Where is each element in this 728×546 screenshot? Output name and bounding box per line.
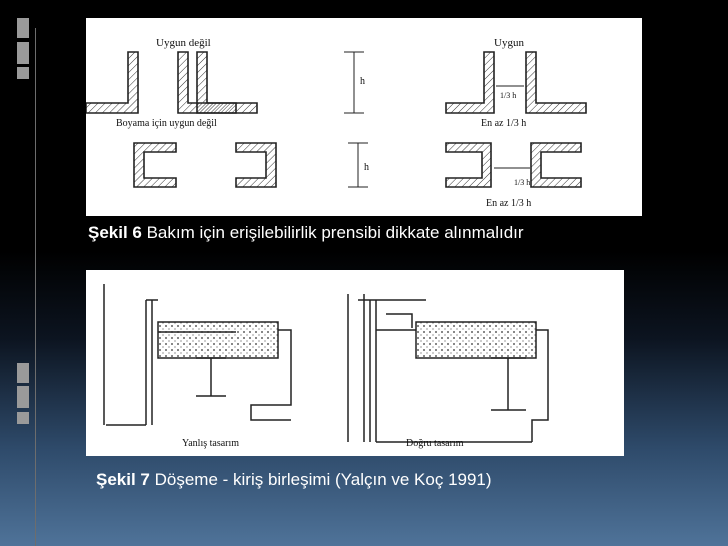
label-min-third-bottom: En az 1/3 h	[486, 198, 532, 209]
label-h-bottom: h	[364, 162, 369, 173]
decorative-vertical-line	[35, 28, 36, 546]
side-bar-segment	[17, 18, 29, 38]
figure-7-caption-number: Şekil 7	[96, 470, 150, 489]
side-bar-segment	[17, 67, 29, 79]
side-bar-segment	[17, 386, 29, 408]
label-suitable: Uygun	[494, 37, 524, 49]
side-bar-segment	[17, 363, 29, 383]
label-wrong-design: Yanlış tasarım	[182, 438, 240, 449]
side-bar-segment	[17, 42, 29, 64]
figure-7-caption-text: Döşeme - kiriş birleşimi (Yalçın ve Koç 1991)	[149, 470, 492, 489]
figure-6-drawing	[86, 18, 642, 216]
label-not-suitable: Uygun değil	[156, 37, 211, 49]
label-third-bottom: 1/3 h	[514, 178, 531, 187]
figure-6-caption-text: Bakım için erişilebilirlik prensibi dikkate alınmalıdır	[141, 223, 524, 242]
label-h-top: h	[360, 76, 365, 87]
label-right-design: Doğru tasarım	[406, 438, 464, 449]
figure-7-drawing	[86, 270, 624, 456]
side-bar-segment	[17, 412, 29, 424]
figure-6-caption-number: Şekil 6	[88, 223, 142, 242]
label-not-suitable-painting: Boyama için uygun değil	[116, 118, 217, 129]
figure-7-image	[86, 270, 624, 456]
decorative-side-bars	[17, 0, 29, 546]
figure-7-caption	[96, 470, 492, 490]
label-third-top: 1/3 h	[500, 91, 517, 100]
figure-6-image	[86, 18, 642, 216]
label-min-third-top: En az 1/3 h	[481, 118, 527, 129]
figure-6-caption	[88, 223, 524, 243]
